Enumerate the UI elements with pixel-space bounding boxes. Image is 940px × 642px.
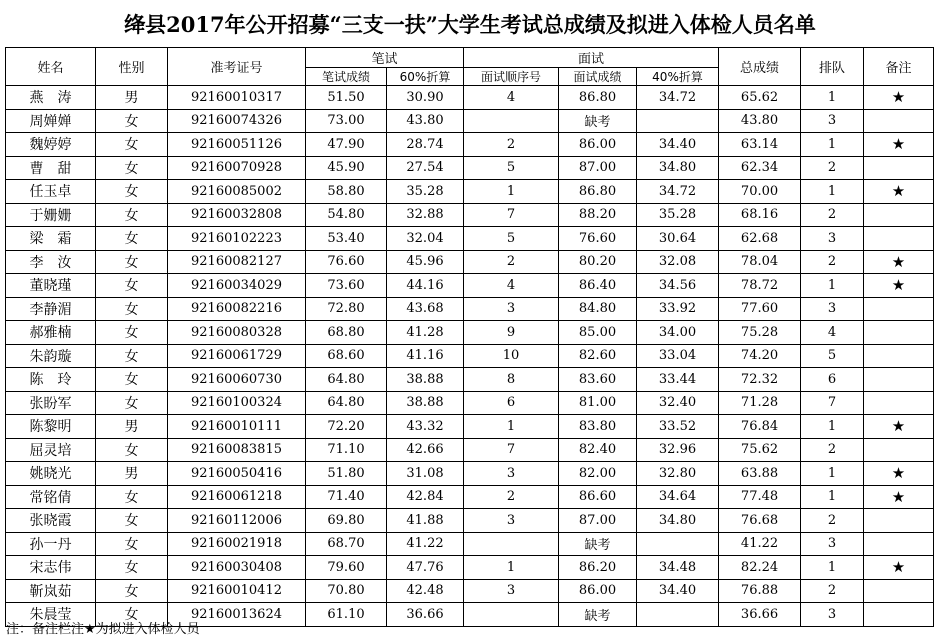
cell-interview-order: 4 [464, 274, 559, 298]
table-row [6, 297, 934, 321]
cell-name: 梁 霜 [6, 227, 96, 251]
cell-exam-id: 92160100324 [168, 391, 306, 415]
cell-written-score: 69.80 [306, 509, 387, 533]
cell-written-60: 32.88 [387, 203, 464, 227]
cell-written-60: 38.88 [387, 368, 464, 392]
cell-interview-order: 7 [464, 438, 559, 462]
cell-sex: 女 [96, 579, 168, 603]
cell-written-score: 73.60 [306, 274, 387, 298]
cell-sex: 女 [96, 485, 168, 509]
cell-name: 郝雅楠 [6, 321, 96, 345]
cell-interview-order: 3 [464, 297, 559, 321]
cell-total: 78.04 [719, 250, 801, 274]
table-row [6, 250, 934, 274]
cell-interview-40: 32.08 [637, 250, 719, 274]
table-row [6, 156, 934, 180]
cell-exam-id: 92160061218 [168, 485, 306, 509]
cell-total: 82.24 [719, 556, 801, 580]
cell-sex: 男 [96, 462, 168, 486]
cell-rank: 5 [801, 344, 864, 368]
cell-rank: 1 [801, 86, 864, 110]
cell-interview-order: 7 [464, 203, 559, 227]
cell-total: 72.32 [719, 368, 801, 392]
cell-name: 魏婷婷 [6, 133, 96, 157]
cell-written-score: 54.80 [306, 203, 387, 227]
header-interview-score: 面试成绩 [559, 68, 637, 86]
header-name: 姓名 [6, 48, 96, 86]
cell-interview-score: 87.00 [559, 509, 637, 533]
header-sex: 性别 [96, 48, 168, 86]
header-rank: 排队 [801, 48, 864, 86]
cell-name: 陈黎明 [6, 415, 96, 439]
table-row [6, 368, 934, 392]
cell-interview-40 [637, 532, 719, 556]
cell-interview-score: 80.20 [559, 250, 637, 274]
cell-name: 李 汝 [6, 250, 96, 274]
cell-name: 燕 涛 [6, 86, 96, 110]
cell-interview-40: 34.64 [637, 485, 719, 509]
cell-rank: 2 [801, 203, 864, 227]
table-body [6, 86, 934, 627]
cell-written-score: 68.60 [306, 344, 387, 368]
cell-interview-score: 86.80 [559, 86, 637, 110]
cell-exam-id: 92160021918 [168, 532, 306, 556]
cell-name: 周婵婵 [6, 109, 96, 133]
cell-interview-40: 34.56 [637, 274, 719, 298]
cell-total: 63.88 [719, 462, 801, 486]
cell-written-60: 44.16 [387, 274, 464, 298]
table-row [6, 415, 934, 439]
cell-exam-id: 92160050416 [168, 462, 306, 486]
cell-exam-id: 92160083815 [168, 438, 306, 462]
cell-written-60: 42.84 [387, 485, 464, 509]
cell-total: 71.28 [719, 391, 801, 415]
cell-remark [864, 509, 934, 533]
cell-written-60: 42.66 [387, 438, 464, 462]
cell-rank: 3 [801, 532, 864, 556]
table-row [6, 391, 934, 415]
cell-remark [864, 438, 934, 462]
cell-rank: 4 [801, 321, 864, 345]
table-row [6, 321, 934, 345]
cell-total: 74.20 [719, 344, 801, 368]
cell-sex: 女 [96, 297, 168, 321]
cell-rank: 1 [801, 462, 864, 486]
star-icon: ★ [864, 556, 934, 580]
cell-name: 董晓瑾 [6, 274, 96, 298]
cell-interview-score: 88.20 [559, 203, 637, 227]
cell-written-score: 73.00 [306, 109, 387, 133]
cell-interview-order [464, 603, 559, 627]
cell-name: 屈灵培 [6, 438, 96, 462]
cell-exam-id: 92160051126 [168, 133, 306, 157]
cell-rank: 3 [801, 227, 864, 251]
table-row [6, 133, 934, 157]
cell-written-60: 43.32 [387, 415, 464, 439]
cell-remark [864, 603, 934, 627]
cell-interview-score: 87.00 [559, 156, 637, 180]
cell-sex: 女 [96, 156, 168, 180]
header-written: 笔试 [306, 48, 464, 68]
cell-sex: 女 [96, 368, 168, 392]
cell-interview-order [464, 109, 559, 133]
cell-remark [864, 297, 934, 321]
cell-interview-40: 33.04 [637, 344, 719, 368]
header-remark: 备注 [864, 48, 934, 86]
cell-exam-id: 92160112006 [168, 509, 306, 533]
star-icon: ★ [864, 133, 934, 157]
cell-total: 75.28 [719, 321, 801, 345]
cell-name: 朱韵璇 [6, 344, 96, 368]
cell-exam-id: 92160102223 [168, 227, 306, 251]
cell-sex: 女 [96, 203, 168, 227]
cell-interview-order: 5 [464, 156, 559, 180]
cell-sex: 女 [96, 180, 168, 204]
cell-total: 63.14 [719, 133, 801, 157]
cell-exam-id: 92160070928 [168, 156, 306, 180]
cell-written-score: 61.10 [306, 603, 387, 627]
cell-exam-id: 92160085002 [168, 180, 306, 204]
cell-interview-order: 3 [464, 579, 559, 603]
cell-interview-40: 34.00 [637, 321, 719, 345]
cell-remark [864, 579, 934, 603]
star-icon: ★ [864, 415, 934, 439]
cell-rank: 3 [801, 297, 864, 321]
cell-written-60: 35.28 [387, 180, 464, 204]
cell-exam-id: 92160060730 [168, 368, 306, 392]
table-row [6, 86, 934, 110]
cell-interview-order: 1 [464, 556, 559, 580]
cell-written-score: 58.80 [306, 180, 387, 204]
cell-exam-id: 92160082216 [168, 297, 306, 321]
cell-written-60: 41.88 [387, 509, 464, 533]
cell-absent-status: 缺考 [559, 532, 637, 556]
cell-interview-40: 32.80 [637, 462, 719, 486]
cell-written-score: 64.80 [306, 368, 387, 392]
cell-interview-order: 8 [464, 368, 559, 392]
cell-interview-score: 84.80 [559, 297, 637, 321]
cell-name: 曹 甜 [6, 156, 96, 180]
cell-total: 76.88 [719, 579, 801, 603]
cell-total: 62.68 [719, 227, 801, 251]
cell-interview-order: 4 [464, 86, 559, 110]
star-icon: ★ [864, 462, 934, 486]
header-total: 总成绩 [719, 48, 801, 86]
cell-rank: 1 [801, 485, 864, 509]
cell-sex: 女 [96, 274, 168, 298]
cell-written-60: 43.80 [387, 109, 464, 133]
cell-interview-order: 3 [464, 462, 559, 486]
cell-interview-40 [637, 603, 719, 627]
table-row [6, 462, 934, 486]
cell-interview-score: 86.60 [559, 485, 637, 509]
cell-name: 常铭倩 [6, 485, 96, 509]
cell-interview-score: 86.00 [559, 133, 637, 157]
cell-interview-40: 34.40 [637, 579, 719, 603]
cell-total: 41.22 [719, 532, 801, 556]
header-interview-40: 40%折算 [637, 68, 719, 86]
table-row [6, 556, 934, 580]
cell-total: 36.66 [719, 603, 801, 627]
cell-interview-40: 30.64 [637, 227, 719, 251]
table-row [6, 509, 934, 533]
cell-name: 李静湄 [6, 297, 96, 321]
cell-total: 76.68 [719, 509, 801, 533]
cell-sex: 女 [96, 109, 168, 133]
cell-written-60: 38.88 [387, 391, 464, 415]
cell-sex: 女 [96, 227, 168, 251]
cell-remark [864, 368, 934, 392]
cell-interview-40: 33.44 [637, 368, 719, 392]
cell-written-score: 68.80 [306, 321, 387, 345]
header-interview: 面试 [464, 48, 719, 68]
cell-rank: 3 [801, 109, 864, 133]
cell-interview-score: 82.60 [559, 344, 637, 368]
cell-exam-id: 92160080328 [168, 321, 306, 345]
table-row [6, 344, 934, 368]
cell-rank: 6 [801, 368, 864, 392]
cell-interview-40: 34.72 [637, 180, 719, 204]
cell-interview-score: 82.00 [559, 462, 637, 486]
cell-total: 70.00 [719, 180, 801, 204]
cell-interview-40: 34.48 [637, 556, 719, 580]
cell-sex: 女 [96, 133, 168, 157]
cell-interview-40: 33.92 [637, 297, 719, 321]
cell-interview-40: 34.40 [637, 133, 719, 157]
cell-interview-order: 1 [464, 415, 559, 439]
cell-exam-id: 92160010412 [168, 579, 306, 603]
cell-written-score: 71.40 [306, 485, 387, 509]
cell-rank: 2 [801, 250, 864, 274]
cell-interview-order: 2 [464, 485, 559, 509]
cell-written-score: 51.50 [306, 86, 387, 110]
cell-rank: 1 [801, 556, 864, 580]
cell-written-score: 70.80 [306, 579, 387, 603]
cell-written-60: 31.08 [387, 462, 464, 486]
cell-remark [864, 109, 934, 133]
cell-remark [864, 391, 934, 415]
cell-remark [864, 156, 934, 180]
cell-interview-score: 81.00 [559, 391, 637, 415]
cell-rank: 7 [801, 391, 864, 415]
cell-written-60: 45.96 [387, 250, 464, 274]
cell-written-score: 47.90 [306, 133, 387, 157]
table-row [6, 109, 934, 133]
footnote: 注：备注栏注★为拟进入体检人员 [6, 622, 200, 637]
cell-rank: 2 [801, 156, 864, 180]
table-row [6, 274, 934, 298]
cell-interview-order: 1 [464, 180, 559, 204]
cell-written-60: 30.90 [387, 86, 464, 110]
cell-written-60: 41.16 [387, 344, 464, 368]
header-written-score: 笔试成绩 [306, 68, 387, 86]
cell-rank: 2 [801, 509, 864, 533]
cell-name: 朱晨莹 [6, 603, 96, 627]
cell-interview-40: 34.72 [637, 86, 719, 110]
cell-interview-order: 5 [464, 227, 559, 251]
cell-exam-id: 92160032808 [168, 203, 306, 227]
cell-interview-order [464, 532, 559, 556]
results-table [5, 47, 934, 627]
cell-sex: 女 [96, 344, 168, 368]
cell-interview-order: 9 [464, 321, 559, 345]
cell-exam-id: 92160034029 [168, 274, 306, 298]
cell-sex: 女 [96, 603, 168, 627]
cell-sex: 女 [96, 438, 168, 462]
table-row [6, 579, 934, 603]
cell-total: 78.72 [719, 274, 801, 298]
cell-total: 76.84 [719, 415, 801, 439]
cell-sex: 男 [96, 86, 168, 110]
cell-sex: 女 [96, 391, 168, 415]
cell-name: 任玉卓 [6, 180, 96, 204]
cell-interview-40: 34.80 [637, 509, 719, 533]
cell-name: 张盼军 [6, 391, 96, 415]
cell-written-60: 43.68 [387, 297, 464, 321]
cell-name: 于姗姗 [6, 203, 96, 227]
cell-interview-score: 83.60 [559, 368, 637, 392]
table-row [6, 438, 934, 462]
header-written-60: 60%折算 [387, 68, 464, 86]
star-icon: ★ [864, 86, 934, 110]
cell-name: 张晓霞 [6, 509, 96, 533]
cell-name: 姚晓光 [6, 462, 96, 486]
cell-total: 75.62 [719, 438, 801, 462]
cell-interview-40: 32.96 [637, 438, 719, 462]
cell-absent-status: 缺考 [559, 109, 637, 133]
cell-interview-order: 2 [464, 133, 559, 157]
cell-interview-score: 82.40 [559, 438, 637, 462]
cell-total: 43.80 [719, 109, 801, 133]
cell-written-score: 76.60 [306, 250, 387, 274]
cell-total: 68.16 [719, 203, 801, 227]
cell-exam-id: 92160082127 [168, 250, 306, 274]
cell-written-score: 53.40 [306, 227, 387, 251]
cell-remark [864, 532, 934, 556]
cell-total: 65.62 [719, 86, 801, 110]
cell-written-score: 79.60 [306, 556, 387, 580]
cell-exam-id: 92160061729 [168, 344, 306, 368]
cell-written-score: 72.20 [306, 415, 387, 439]
table-row [6, 180, 934, 204]
header-interview-order: 面试顺序号 [464, 68, 559, 86]
cell-total: 77.60 [719, 297, 801, 321]
cell-written-score: 45.90 [306, 156, 387, 180]
cell-written-score: 64.80 [306, 391, 387, 415]
cell-sex: 女 [96, 509, 168, 533]
cell-exam-id: 92160074326 [168, 109, 306, 133]
table-row [6, 227, 934, 251]
cell-written-score: 51.80 [306, 462, 387, 486]
star-icon: ★ [864, 274, 934, 298]
cell-rank: 1 [801, 180, 864, 204]
cell-written-60: 27.54 [387, 156, 464, 180]
cell-interview-score: 76.60 [559, 227, 637, 251]
cell-interview-score: 86.80 [559, 180, 637, 204]
cell-name: 靳岚茹 [6, 579, 96, 603]
star-icon: ★ [864, 250, 934, 274]
cell-rank: 1 [801, 133, 864, 157]
cell-exam-id: 92160010317 [168, 86, 306, 110]
cell-interview-40 [637, 109, 719, 133]
cell-written-60: 32.04 [387, 227, 464, 251]
cell-sex: 女 [96, 250, 168, 274]
cell-written-60: 47.76 [387, 556, 464, 580]
cell-sex: 男 [96, 415, 168, 439]
page-title: 绛县2017年公开招募“三支一扶”大学生考试总成绩及拟进入体检人员名单 [124, 12, 816, 37]
star-icon: ★ [864, 485, 934, 509]
cell-sex: 女 [96, 321, 168, 345]
cell-interview-40: 33.52 [637, 415, 719, 439]
table-row [6, 532, 934, 556]
cell-exam-id: 92160030408 [168, 556, 306, 580]
cell-written-score: 72.80 [306, 297, 387, 321]
cell-rank: 1 [801, 274, 864, 298]
cell-interview-score: 85.00 [559, 321, 637, 345]
cell-name: 孙一丹 [6, 532, 96, 556]
cell-total: 62.34 [719, 156, 801, 180]
cell-interview-order: 2 [464, 250, 559, 274]
cell-interview-40: 32.40 [637, 391, 719, 415]
cell-written-60: 41.22 [387, 532, 464, 556]
cell-interview-order: 10 [464, 344, 559, 368]
cell-name: 陈 玲 [6, 368, 96, 392]
cell-interview-score: 83.80 [559, 415, 637, 439]
cell-absent-status: 缺考 [559, 603, 637, 627]
cell-interview-order: 3 [464, 509, 559, 533]
cell-written-60: 36.66 [387, 603, 464, 627]
cell-interview-order: 6 [464, 391, 559, 415]
cell-rank: 1 [801, 415, 864, 439]
cell-sex: 女 [96, 532, 168, 556]
cell-rank: 2 [801, 438, 864, 462]
cell-total: 77.48 [719, 485, 801, 509]
cell-interview-40: 35.28 [637, 203, 719, 227]
star-icon: ★ [864, 180, 934, 204]
cell-written-60: 28.74 [387, 133, 464, 157]
cell-rank: 2 [801, 579, 864, 603]
cell-interview-score: 86.00 [559, 579, 637, 603]
cell-name: 宋志伟 [6, 556, 96, 580]
cell-remark [864, 321, 934, 345]
cell-sex: 女 [96, 556, 168, 580]
cell-written-score: 68.70 [306, 532, 387, 556]
cell-remark [864, 203, 934, 227]
cell-remark [864, 344, 934, 368]
cell-written-60: 41.28 [387, 321, 464, 345]
cell-exam-id: 92160013624 [168, 603, 306, 627]
header-exam-id: 准考证号 [168, 48, 306, 86]
cell-interview-score: 86.20 [559, 556, 637, 580]
table-row [6, 485, 934, 509]
cell-written-60: 42.48 [387, 579, 464, 603]
cell-interview-score: 86.40 [559, 274, 637, 298]
cell-remark [864, 227, 934, 251]
table-row [6, 203, 934, 227]
cell-rank: 3 [801, 603, 864, 627]
cell-interview-40: 34.80 [637, 156, 719, 180]
cell-written-score: 71.10 [306, 438, 387, 462]
cell-exam-id: 92160010111 [168, 415, 306, 439]
